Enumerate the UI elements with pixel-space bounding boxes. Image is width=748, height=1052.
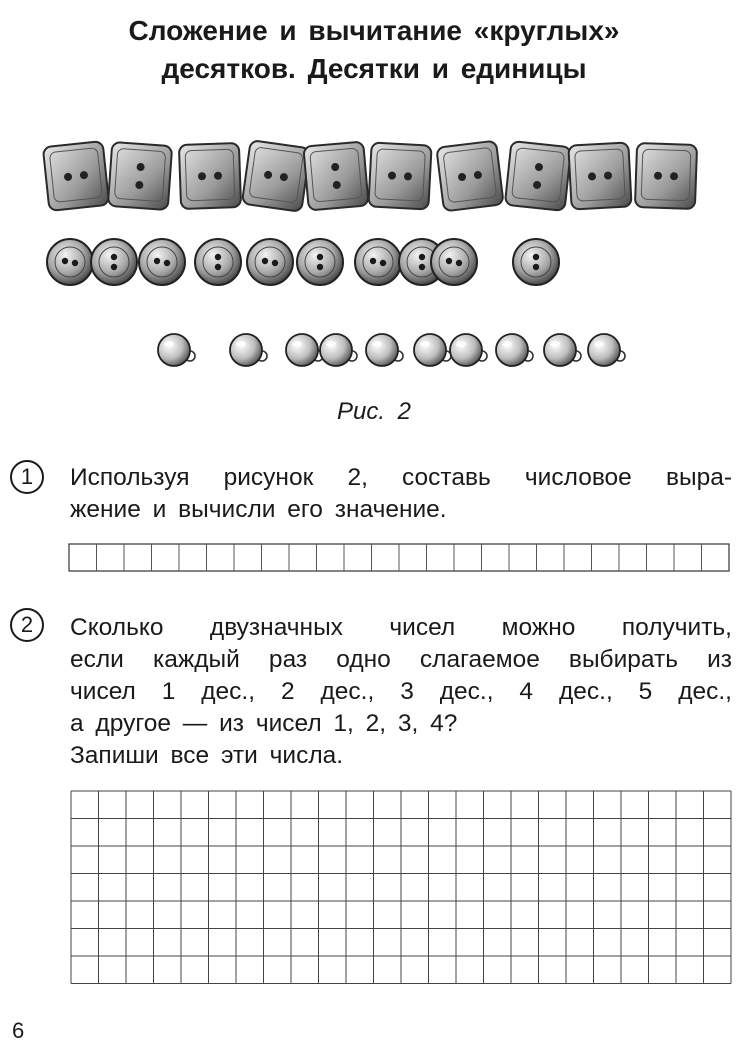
round-button xyxy=(297,239,343,285)
round-buttons-row xyxy=(47,239,559,285)
round-button xyxy=(139,239,185,285)
answer-grid[interactable] xyxy=(70,790,734,986)
task-2-line: Сколько двузначных чисел можно получить, xyxy=(70,614,732,641)
shank-button xyxy=(450,334,487,366)
square-button xyxy=(635,143,697,209)
task-1-text xyxy=(70,462,732,526)
round-button xyxy=(91,239,137,285)
square-buttons-row xyxy=(43,140,697,212)
shank-button xyxy=(544,334,581,366)
title-line-1: Сложение и вычитание «круглых» xyxy=(128,15,620,46)
square-button xyxy=(108,142,172,210)
shank-buttons-row xyxy=(158,334,625,366)
figure-caption: Рис. 2 xyxy=(336,398,412,425)
shank-button xyxy=(286,334,323,366)
shank-button xyxy=(230,334,267,366)
shank-button xyxy=(588,334,625,366)
task-2-line: Запиши все эти числа. xyxy=(70,742,344,769)
shank-button xyxy=(366,334,403,366)
shank-button xyxy=(496,334,533,366)
square-button xyxy=(242,140,310,212)
answer-strip[interactable] xyxy=(68,543,738,573)
shank-button xyxy=(320,334,357,366)
task-1-line: жение и вычисли его значение. xyxy=(70,496,447,523)
round-button xyxy=(47,239,93,285)
square-button xyxy=(303,142,368,211)
square-button xyxy=(368,142,431,209)
shank-button xyxy=(414,334,451,366)
task-1-number: 1 xyxy=(10,460,44,494)
square-button xyxy=(568,142,631,209)
round-button xyxy=(513,239,559,285)
task-2-line: если каждый раз одно слагаемое выбирать из xyxy=(70,646,732,673)
square-button xyxy=(505,141,571,211)
round-button xyxy=(355,239,401,285)
square-button xyxy=(179,143,241,209)
task-2-line: чисел 1 дес., 2 дес., 3 дес., 4 дес., 5 дес., xyxy=(70,678,732,705)
square-button xyxy=(43,141,109,211)
buttons-illustration xyxy=(40,128,708,388)
task-2-text xyxy=(70,612,732,772)
task-1-line: Используя рисунок 2, составь числовое выра- xyxy=(70,464,732,491)
task-2-number: 2 xyxy=(10,608,44,642)
round-button xyxy=(431,239,477,285)
round-button xyxy=(247,239,293,285)
page-number: 6 xyxy=(12,1018,25,1043)
shank-button xyxy=(158,334,195,366)
task-2-line: а другое — из чисел 1, 2, 3, 4? xyxy=(70,710,458,737)
square-button xyxy=(436,141,503,212)
title-line-2: десятков. Десятки и единицы xyxy=(161,53,587,84)
page-title xyxy=(0,12,748,88)
round-button xyxy=(195,239,241,285)
